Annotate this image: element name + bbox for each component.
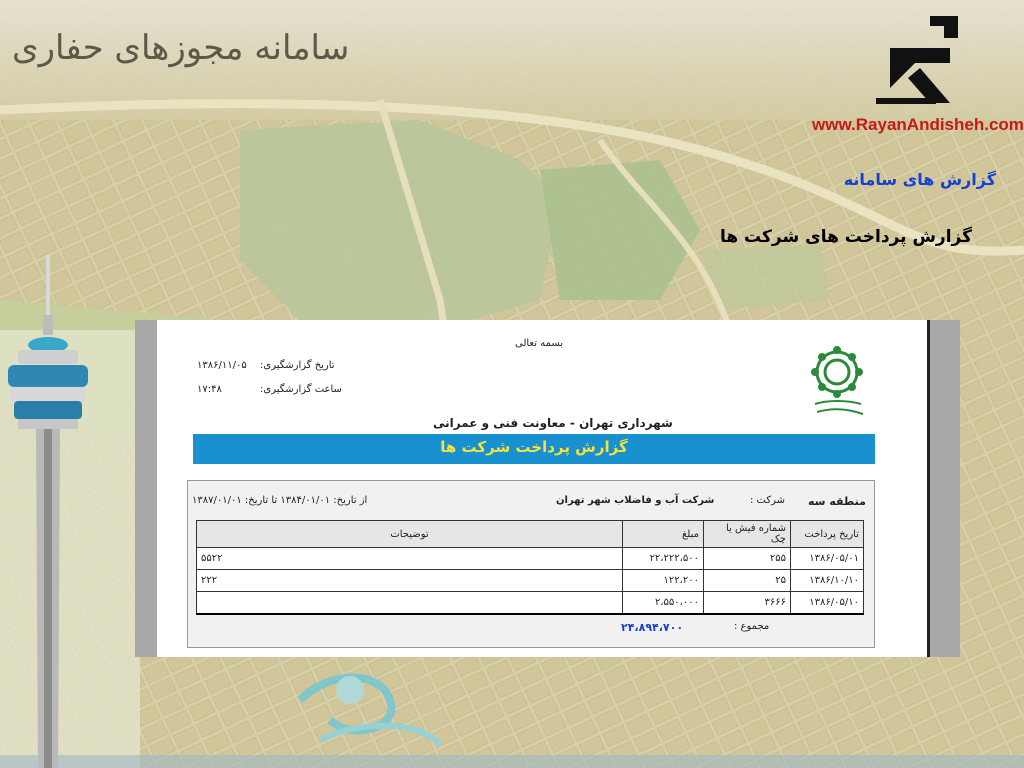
rayan-andisheh-logo-icon (870, 8, 970, 108)
cell-description: ۲۲۲ (197, 570, 623, 592)
report-date-label: تاریخ گزارشگیری: (260, 360, 335, 371)
column-header-description: توضیحات (197, 521, 623, 548)
date-range: از تاریخ: ۱۳۸۴/۰۱/۰۱ تا تاریخ: ۱۳۸۷/۰۱/۰۱ (192, 495, 368, 506)
website-link[interactable]: www.RayanAndisheh.com (812, 115, 1024, 134)
right-scroll-margin (930, 320, 960, 657)
cell-amount: ۲،۵۵۰،۰۰۰ (623, 592, 704, 615)
cell-description: ۵۵۲۲ (197, 548, 623, 570)
payments-table (196, 520, 864, 615)
cell-payment-date: ۱۳۸۶/۱۰/۱۰ (791, 570, 864, 592)
column-header-payment-date: تاریخ پرداخت (791, 521, 864, 548)
section-heading: گزارش های سامانه (843, 170, 996, 189)
report-body (187, 480, 875, 648)
report-date-value: ۱۳۸۶/۱۱/۰۵ (197, 360, 247, 371)
total-value: ۲۴،۸۹۴،۷۰۰ (621, 621, 684, 634)
table-row (197, 548, 864, 570)
report-preview (135, 320, 960, 657)
company-value: شرکت آب و فاضلاب شهر تهران (556, 495, 715, 506)
company-label: شرکت : (750, 495, 786, 506)
report-time-label: ساعت گزارشگیری: (260, 384, 342, 395)
cell-receipt-number: ۳۶۶۶ (704, 592, 791, 615)
cell-payment-date: ۱۳۸۶/۰۵/۰۱ (791, 548, 864, 570)
report-time-value: ۱۷:۴۸ (197, 384, 222, 395)
column-header-amount: مبلغ (623, 521, 704, 548)
left-scroll-margin (135, 320, 157, 657)
report-border (927, 320, 930, 657)
tower-illustration (0, 255, 100, 768)
organization-name: شهرداری تهران - معاونت فنی و عمرانی (433, 416, 673, 430)
cell-amount: ۲۲،۲۲۲،۵۰۰ (623, 548, 704, 570)
region-label: منطقه سه (808, 495, 866, 508)
report-header-line: بسمه تعالی (515, 338, 564, 349)
report-title-banner (193, 434, 875, 464)
table-row (197, 570, 864, 592)
report-title: گزارش پرداخت شرکت ها (440, 438, 628, 456)
report-heading: گزارش پرداخت های شرکت ها (719, 227, 972, 247)
total-label: مجموع : (734, 621, 770, 632)
cell-receipt-number: ۲۵ (704, 570, 791, 592)
slide-title: سامانه مجوزهای حفاری (12, 28, 350, 68)
tehran-municipality-emblem-icon (807, 342, 867, 422)
column-header-receipt-number: شماره فیش یا چک (704, 521, 791, 548)
table-header-row (197, 521, 864, 548)
cell-receipt-number: ۲۵۵ (704, 548, 791, 570)
cell-amount: ۱۲۲،۲۰۰ (623, 570, 704, 592)
cell-description (197, 592, 623, 615)
table-row (197, 592, 864, 615)
cell-payment-date: ۱۳۸۶/۰۵/۱۰ (791, 592, 864, 615)
